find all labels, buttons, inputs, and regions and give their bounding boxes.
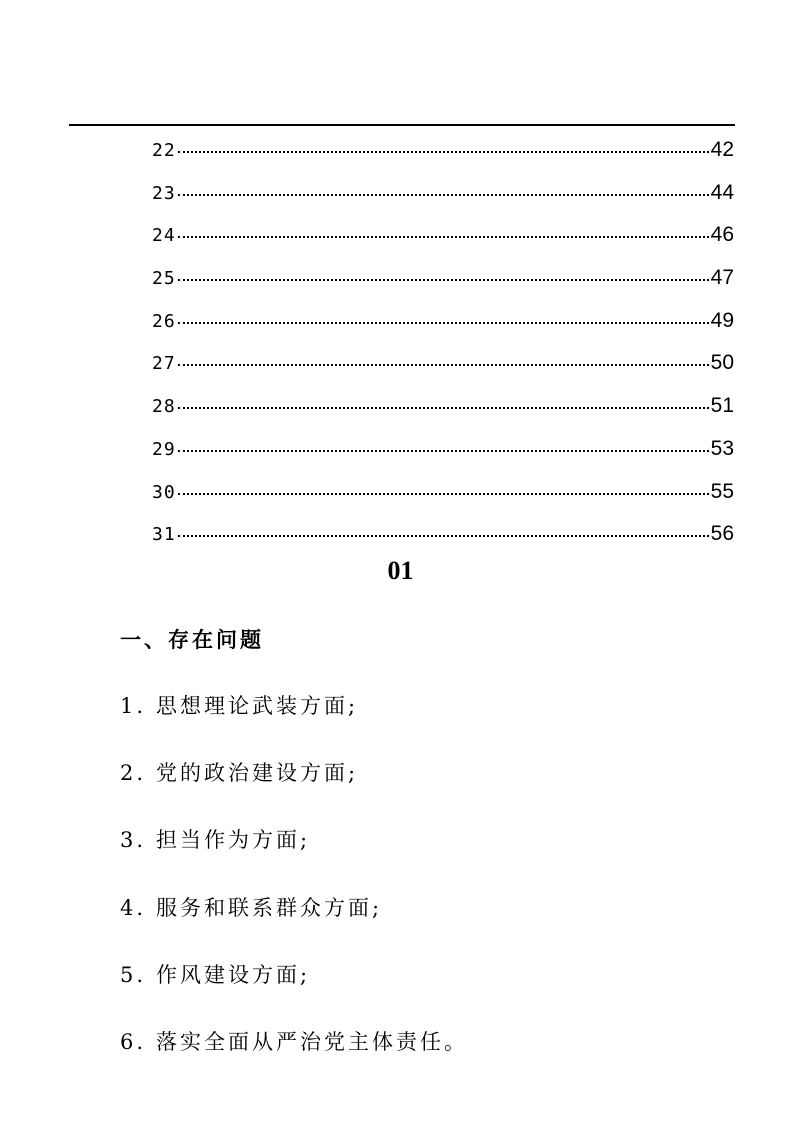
list-item	[120, 1026, 468, 1093]
toc-entry-number: 23	[152, 182, 176, 204]
toc-entry[interactable]	[152, 394, 734, 437]
list-item	[120, 757, 468, 824]
list-item-number: 3.	[120, 828, 147, 853]
toc-entry-page: 49	[710, 308, 734, 332]
toc-entry[interactable]	[152, 138, 734, 181]
list-item	[120, 690, 468, 757]
toc-entry[interactable]	[152, 480, 734, 523]
list-item	[120, 824, 468, 891]
dot-leader	[178, 279, 709, 281]
list-item-text: 服务和联系群众方面;	[156, 895, 383, 920]
toc-entry-number: 24	[152, 225, 176, 247]
toc-entry-page: 51	[710, 394, 734, 418]
toc-entry-number: 25	[152, 268, 176, 290]
toc-entry-page: 44	[710, 180, 734, 204]
toc-entry-page: 46	[710, 223, 734, 247]
toc-entry[interactable]	[152, 351, 734, 394]
dot-leader	[178, 364, 709, 366]
toc-entry-page: 53	[710, 436, 734, 460]
dot-leader	[178, 151, 709, 153]
list-item-number: 2.	[120, 761, 147, 786]
issue-list	[120, 690, 468, 1093]
toc-entry-number: 26	[152, 310, 176, 332]
toc-entry-page: 55	[710, 479, 734, 503]
toc-entry-number: 22	[152, 140, 176, 161]
list-item	[120, 959, 468, 1026]
list-item-number: 4.	[120, 895, 147, 920]
toc-entry-page: 50	[710, 351, 734, 375]
list-item	[120, 892, 468, 959]
dot-leader	[178, 493, 709, 495]
list-item-text: 党的政治建设方面;	[156, 761, 359, 786]
list-item-text: 担当作为方面;	[156, 828, 311, 853]
list-item-number: 1.	[120, 694, 147, 718]
toc-entry-number: 30	[152, 481, 176, 503]
header-rule	[69, 124, 735, 126]
list-item-text: 作风建设方面;	[156, 962, 311, 987]
toc-entry-page: 56	[710, 522, 734, 546]
list-item-number: 6.	[120, 1029, 147, 1054]
dot-leader	[178, 535, 709, 537]
toc-entry-number: 31	[152, 524, 176, 546]
dot-leader	[178, 407, 709, 409]
toc-entry-page: 42	[710, 138, 734, 161]
toc-entry-number: 27	[152, 353, 176, 375]
toc-entry-number: 28	[152, 396, 176, 418]
toc-entry[interactable]	[152, 437, 734, 480]
section-number-heading: 01	[387, 556, 414, 585]
table-of-contents	[152, 138, 734, 565]
toc-entry-page: 47	[710, 266, 734, 290]
list-item-text: 落实全面从严治党主体责任。	[156, 1029, 469, 1054]
dot-leader	[178, 450, 709, 452]
dot-leader	[178, 194, 709, 196]
toc-entry[interactable]	[152, 223, 734, 266]
list-item-number: 5.	[120, 962, 147, 987]
toc-entry[interactable]	[152, 181, 734, 224]
dot-leader	[178, 322, 709, 324]
toc-entry-number: 29	[152, 438, 176, 460]
toc-entry[interactable]	[152, 309, 734, 352]
toc-entry[interactable]	[152, 266, 734, 309]
list-item-text: 思想理论武装方面;	[156, 694, 359, 718]
section-title: 一、存在问题	[120, 627, 264, 652]
dot-leader	[178, 236, 709, 238]
